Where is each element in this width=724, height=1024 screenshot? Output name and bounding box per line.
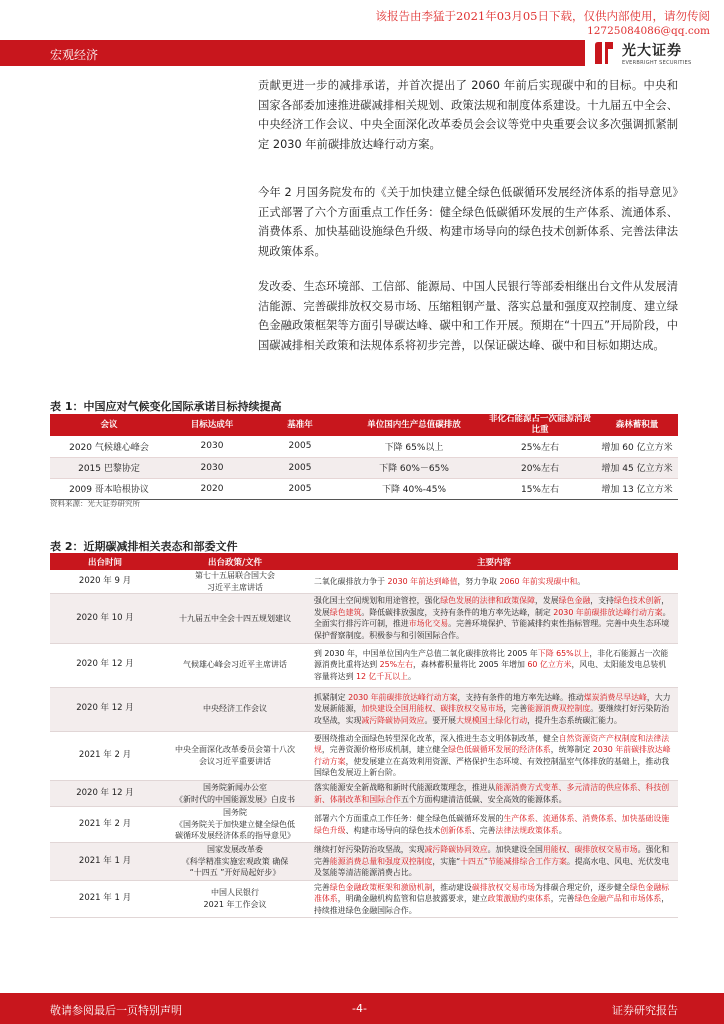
table-cell: 2015 巴黎协定 xyxy=(50,457,168,478)
row-document xyxy=(160,731,310,780)
table-cell: 下降 60%－65% xyxy=(344,457,484,478)
row-date: 2020 年 10 月 xyxy=(50,594,160,643)
table1-header: 会议 xyxy=(50,414,168,436)
content-text: ，大力发展新能源， xyxy=(314,692,671,714)
content-text: ，风电、太阳能发电总装机容量将达到 xyxy=(314,660,667,681)
paragraph-1: 贡献更进一步的减排承诺，并首次提出了 2060 年前后实现碳中和的目标。中央和国家各部委加速推进碳减排相关规划、政策法规和制度体系建设。十九届五中全会、中央经济工作会议、中央全面深化改革委员会会议等党中央重要会议多次强调抓紧制定 2030 年前碳排放达峰行动方案。 xyxy=(258,79,678,151)
table1-header: 基准年 xyxy=(256,414,344,436)
highlighted-text: 能源消费双控制度 xyxy=(527,704,591,714)
highlighted-text: 加快建设全国用能权、碳排放权交易市场 xyxy=(361,704,504,714)
page-number: -4- xyxy=(352,1002,367,1015)
row-document xyxy=(160,807,310,843)
content-text: 。 xyxy=(577,576,586,586)
highlighted-text: 减污降碳协同效应 xyxy=(424,844,488,854)
content-text: 。要继续打好污染防治攻坚战，实现 xyxy=(314,704,670,725)
document-line: 国务院 xyxy=(223,808,247,818)
content-text: 。降低碳排放强度，支持有条件的地方率先达峰，制定 xyxy=(361,607,554,617)
content-text: 。 xyxy=(558,825,567,835)
section-title: 宏观经济 xyxy=(50,48,99,62)
table-cell: 2005 xyxy=(256,478,344,499)
table2-caption: 表 2：近期碳减排相关表态和部委文件 xyxy=(50,540,238,553)
highlighted-text: 60 亿立方米 xyxy=(527,660,572,670)
table-row xyxy=(50,731,678,780)
table-cell: 增加 60 亿立方米 xyxy=(596,436,678,457)
content-text: ，实施“ xyxy=(432,856,461,866)
report-type: 证券研究报告 xyxy=(612,1004,678,1017)
content-text: ，森林蓄积量将比 2005 年增加 xyxy=(412,660,528,670)
logo-text-en: EVERBRIGHT SECURITIES xyxy=(622,60,692,66)
content-text: 。完善环境保护、节能减排约束性指标管理。完善中央生态环境保护督察制度。积极参与和引领国际合作。 xyxy=(314,619,670,640)
paragraph-2: 今年 2 月国务院发布的《关于加快建立健全绿色低碳循环发展经济体系的指导意见》正式部署了六个方面重点工作任务：健全绿色低碳循环发展的生产体系、流通体系、消费体系、加快基础设施绿色升级、构建市场导向的绿色技术创新体系、完善法律法规政策体系。 xyxy=(258,186,678,258)
disclaimer-link[interactable]: 敬请参阅最后一页特别声明 xyxy=(50,1004,182,1017)
content-text: 。要开展 xyxy=(424,715,457,725)
row-date: 2020 年 12 月 xyxy=(50,643,160,687)
highlighted-text: 2030 年前碳排放达峰行动方案 xyxy=(314,745,671,766)
table-cell: 20%左右 xyxy=(484,457,596,478)
row-document xyxy=(160,643,310,687)
content-text: 抓紧制定 xyxy=(314,692,349,702)
highlighted-text: 2030 年前碳排放达峰行动方案 xyxy=(553,607,663,617)
content-text: ，持续推进绿色金融国际合作。 xyxy=(314,894,670,915)
table-cell: 2030 xyxy=(168,436,256,457)
table-cell: 增加 13 亿立方米 xyxy=(596,478,678,499)
highlighted-text: 绿色技术创新 xyxy=(613,596,662,606)
policy-documents-table xyxy=(50,553,678,918)
content-text: 。强化和完善 xyxy=(314,844,670,866)
content-text: 部署六个方面重点工作任务：健全绿色低碳循环发展的 xyxy=(314,813,504,823)
content-text: ，提升生态系统碳汇能力。 xyxy=(527,715,622,725)
table-cell: 下降 40%-45% xyxy=(344,478,484,499)
row-date: 2020 年 9 月 xyxy=(50,570,160,594)
table-cell: 25%左右 xyxy=(484,436,596,457)
highlighted-text: 自然资源资产产权制度和法律法规 xyxy=(314,733,670,755)
content-text: 、完善 xyxy=(471,825,496,835)
highlighted-text: 政策激励约束体系 xyxy=(487,894,551,904)
content-text: ，发展 xyxy=(534,596,559,606)
content-text: 为排碳合理定价，逐步健全 xyxy=(535,882,630,892)
content-text: ，支持有条件的地方率先达峰。推动 xyxy=(457,692,584,702)
row-content xyxy=(310,643,678,687)
table2-header: 主要内容 xyxy=(310,553,678,570)
table1-caption: 表 1：中国应对气候变化国际承诺目标持续提高 xyxy=(50,400,282,413)
content-text: ，使发展建立在高效利用资源、严格保护生态环境、有效控制温室气体排放的基础上，推动我国绿色发展迈上新台阶。 xyxy=(314,756,670,778)
row-document xyxy=(160,880,310,918)
content-text: ，推动建设 xyxy=(432,882,472,892)
highlighted-text: 2030 年前达到峰值 xyxy=(387,576,458,586)
highlighted-text: 碳排放权交易市场 xyxy=(471,882,535,892)
document-line: 中国人民银行 xyxy=(211,888,259,898)
content-text: ，明确金融机构监管和信息披露要求，建立 xyxy=(337,894,488,904)
document-line: 《科学精准实施宏观政策 确保 xyxy=(181,856,289,866)
everbright-logo xyxy=(592,38,717,74)
highlighted-text: 绿色金融产品和市场体系 xyxy=(574,894,662,904)
row-date: 2021 年 1 月 xyxy=(50,842,160,880)
content-text: ，努力争取 xyxy=(457,576,500,586)
highlighted-text: 绿色发展的法律和政策保障 xyxy=(440,596,535,606)
content-text: 五个方面构建清洁低碳、安全高效的能源体系。 xyxy=(400,794,567,804)
table1-header: 目标达成年 xyxy=(168,414,256,436)
table-row xyxy=(50,807,678,843)
highlighted-text: 绿色金融政策框架和激励机制 xyxy=(329,882,433,892)
highlighted-text: 十四五 xyxy=(460,856,484,866)
table-row xyxy=(50,478,678,499)
content-text: 强化国土空间规划和用途管控，强化 xyxy=(314,596,441,606)
table-row xyxy=(50,570,678,594)
row-date: 2021 年 1 月 xyxy=(50,880,160,918)
document-line: 中央经济工作会议 xyxy=(203,704,267,714)
highlighted-text: 能源消费总量和强度双控制度 xyxy=(329,856,433,866)
highlighted-text: 绿色金融标准体系 xyxy=(314,882,670,904)
row-content xyxy=(310,880,678,918)
document-line: 《新时代的中国能源发展》白皮书 xyxy=(175,794,295,804)
table1-source: 资料来源：光大证券研究所 xyxy=(50,499,140,508)
highlighted-text: 2030 年前碳排放达峰行动方案 xyxy=(348,692,458,702)
highlighted-text: 大规模国土绿化行动 xyxy=(456,715,528,725)
paragraph-3: 发改委、生态环境部、工信部、能源局、中国人民银行等部委相继出台文件从发展清洁能源、完善碳排放权交易市场、压缩粗钢产量、落实总量和强度双控制度、建立绿色金融政策框架等方面引导碳达峰、碳中和工作开展。预期在“十四五”开局阶段，中国碳减排相关政策和法规体系将初步完善，以保证碳达峰、碳中和目标如期达成。 xyxy=(258,280,678,352)
highlighted-text: 用能权、碳排放权交易市场 xyxy=(542,844,638,854)
highlighted-text: 生产体系、流通体系、消费体系、加快基础设施绿色升级 xyxy=(314,813,670,835)
download-watermark: 该报告由李猛于2021年03月05日下载，仅供内部使用，请勿传阅 xyxy=(375,9,710,23)
highlighted-text: 下降 65%以上 xyxy=(537,648,590,658)
highlighted-text: 2060 年前实现碳中和 xyxy=(499,576,578,586)
content-text: ，支持 xyxy=(590,596,614,606)
table-cell: 2020 气候雄心峰会 xyxy=(50,436,168,457)
table1-header: 非化石能源占一次能源消费比重 xyxy=(484,414,596,436)
highlighted-text: 能源消费方式变革、多元清洁的供应体系、科技创新、体制改革和国际合作 xyxy=(314,782,670,804)
row-document xyxy=(160,570,310,594)
row-date: 2020 年 12 月 xyxy=(50,780,160,806)
highlighted-text: 减污降碳协同效应 xyxy=(361,715,425,725)
content-text: ，完善资源价格形成机制，建立健全 xyxy=(321,745,449,755)
table-cell: 2005 xyxy=(256,457,344,478)
content-text: 继续打好污染防治攻坚战，实现 xyxy=(314,844,425,854)
document-line: 国务院新闻办公室 xyxy=(203,782,267,792)
table-cell: 2009 哥本哈根协议 xyxy=(50,478,168,499)
document-line: 中央全面深化改革委员会第十八次 xyxy=(175,745,295,755)
row-content xyxy=(310,780,678,806)
document-line: 2021 年工作会议 xyxy=(203,900,267,910)
row-content xyxy=(310,594,678,643)
table-cell: 下降 65%以上 xyxy=(344,436,484,457)
table1-header: 单位国内生产总值碳排放 xyxy=(344,414,484,436)
document-line: “十四五 ”开好局起好步》 xyxy=(189,868,281,878)
logo-text-cn: 光大证券 xyxy=(622,43,682,59)
table-row xyxy=(50,880,678,918)
content-text: ，完善 xyxy=(550,894,575,904)
highlighted-text: 25%左右 xyxy=(379,660,413,670)
row-date: 2020 年 12 月 xyxy=(50,687,160,731)
highlighted-text: 绿色建筑 xyxy=(329,607,362,617)
table-cell: 2005 xyxy=(256,436,344,457)
highlighted-text: 煤炭消费尽早达峰 xyxy=(583,692,647,702)
highlighted-text: 绿色低碳循环发展的经济体系 xyxy=(448,745,551,755)
content-text: 落实能源安全新战略和新时代能源政策理念，推进从 xyxy=(314,782,496,792)
document-line: 国家发展改革委 xyxy=(207,844,263,854)
table-cell: 15%左右 xyxy=(484,478,596,499)
table1-header: 森林蓄积量 xyxy=(596,414,678,436)
document-line: 《国务院关于加快建立健全绿色低 xyxy=(175,819,295,829)
highlighted-text: 市场化交易 xyxy=(408,619,449,629)
row-content xyxy=(310,687,678,731)
highlighted-text: 节能减排综合工作方案 xyxy=(487,856,567,866)
content-text: 、构建市场导向的绿色技术 xyxy=(345,825,441,835)
content-text: 。 xyxy=(407,671,416,681)
content-text: ，发展 xyxy=(314,596,670,617)
table-row xyxy=(50,457,678,478)
watermark-email: 12725084086@qq.com xyxy=(587,25,710,37)
table-row xyxy=(50,643,678,687)
row-document xyxy=(160,594,310,643)
content-text: ” xyxy=(483,856,488,866)
document-line: 碳循环发展经济体系的指导意见》 xyxy=(175,831,295,841)
table-row xyxy=(50,687,678,731)
highlighted-text: 法律法规政策体系 xyxy=(495,825,559,835)
content-text: ，完善 xyxy=(503,704,528,714)
table2-header: 出台政策/文件 xyxy=(160,553,310,570)
content-text: 。提高水电、风电、光伏发电及氢能等清洁能源消费占比。 xyxy=(314,856,670,878)
document-line: 第七十五届联合国大会 xyxy=(195,571,275,580)
table-cell: 增加 45 亿立方米 xyxy=(596,457,678,478)
table-cell: 2020 xyxy=(168,478,256,499)
table-cell: 2030 xyxy=(168,457,256,478)
document-line: 会议习近平重要讲话 xyxy=(199,756,271,766)
highlighted-text: 12 亿千瓦以上 xyxy=(355,671,408,681)
row-document xyxy=(160,687,310,731)
row-date: 2021 年 2 月 xyxy=(50,807,160,843)
row-date: 2021 年 2 月 xyxy=(50,731,160,780)
document-line: 习近平主席讲话 xyxy=(207,582,263,592)
content-text: ，非化石能源占一次能源消费比重将达到 xyxy=(314,648,669,670)
content-text: 二氧化碳排放力争于 xyxy=(314,576,388,586)
row-content xyxy=(310,842,678,880)
content-text: 到 2030 年，中国单位国内生产总值二氧化碳排放将比 2005 年 xyxy=(314,648,538,658)
climate-commitment-table xyxy=(50,414,678,500)
row-content xyxy=(310,731,678,780)
content-text: ，统筹制定 xyxy=(550,745,593,755)
table-row xyxy=(50,842,678,880)
highlighted-text: 创新体系 xyxy=(440,825,472,835)
highlighted-text: 绿色金融 xyxy=(558,596,591,606)
row-document xyxy=(160,780,310,806)
content-text: 。加快建设全国 xyxy=(487,844,543,854)
row-document xyxy=(160,842,310,880)
table-row xyxy=(50,436,678,457)
content-text: 要围绕推动全面绿色转型深化改革，深入推进生态文明体制改革，健全 xyxy=(314,733,559,743)
row-content xyxy=(310,807,678,843)
table2-header: 出台时间 xyxy=(50,553,160,570)
content-text: 。全面实行排污许可制，推进 xyxy=(314,607,671,629)
document-line: 气候雄心峰会习近平主席讲话 xyxy=(183,660,287,670)
table-row xyxy=(50,594,678,643)
table-row xyxy=(50,780,678,806)
logo-mark-icon xyxy=(592,40,616,66)
row-content xyxy=(310,570,678,594)
content-text: 完善 xyxy=(314,882,330,892)
document-line: 十九届五中全会十四五规划建议 xyxy=(179,613,291,623)
